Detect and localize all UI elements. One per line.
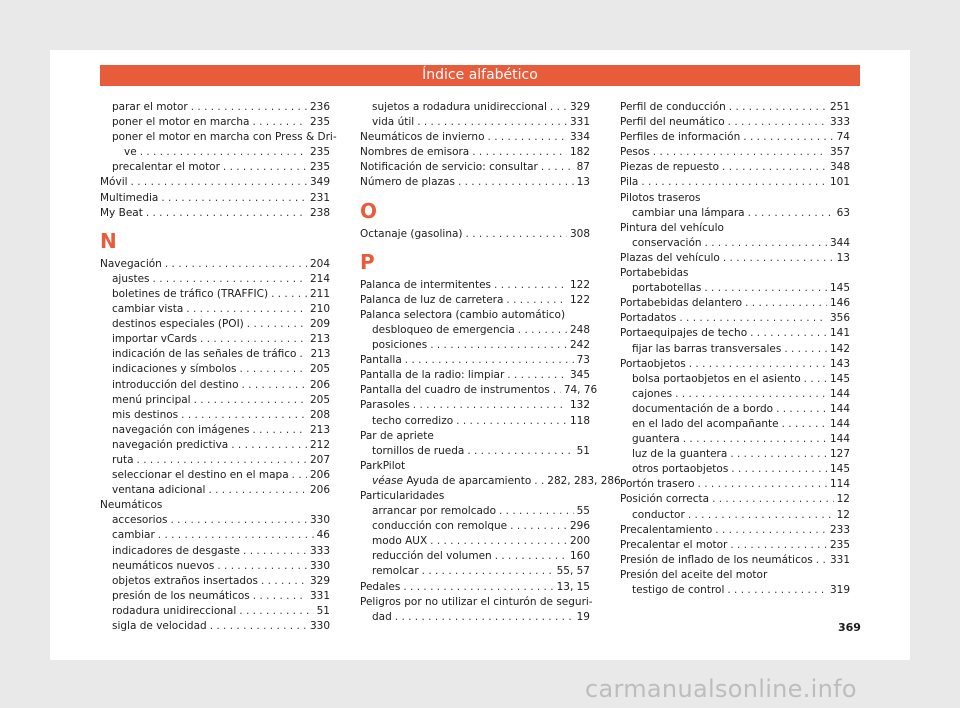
entry-label: Portabebidas delantero <box>620 297 743 310</box>
entry-page: 308 <box>569 227 590 240</box>
entry-label: menú principal <box>112 393 191 406</box>
entry-label: conducción con remolque <box>372 520 508 533</box>
entry-label: Piezas de repuesto <box>620 161 720 174</box>
entry-page: 331 <box>569 116 590 129</box>
entry-page: 13 <box>576 176 590 189</box>
entry-label: testigo de control <box>632 584 725 596</box>
entry-label: Portaobjetos <box>620 357 686 370</box>
index-entry <box>360 293 590 308</box>
index-entry <box>100 589 330 604</box>
index-entry <box>620 462 850 477</box>
index-entry <box>620 402 850 417</box>
entry-label: Multimedia <box>100 191 159 204</box>
entry-page: 145 <box>829 282 850 295</box>
index-entry <box>360 115 590 130</box>
entry-label: arrancar por remolcado <box>372 505 496 518</box>
entry-label: Palanca de intermitentes <box>360 278 492 291</box>
entry-page: 73 <box>576 354 590 367</box>
index-entry <box>100 423 330 438</box>
index-column-3 <box>620 100 850 598</box>
entry-label: cambiar <box>112 529 155 542</box>
entry-page: 210 <box>309 303 330 316</box>
entry-page: 213 <box>310 348 331 361</box>
index-entry <box>100 257 330 272</box>
entry-page: 19 <box>576 610 590 623</box>
index-entry <box>100 544 330 559</box>
index-entry <box>620 583 850 598</box>
index-entry <box>620 357 850 372</box>
entry-page: 122 <box>569 293 590 306</box>
entry-label: ruta <box>112 453 134 466</box>
index-entry <box>100 160 330 175</box>
entry-page: 13 <box>836 251 850 264</box>
entry-label: luz de la guantera <box>632 448 728 461</box>
entry-label: introducción del destino <box>112 378 239 391</box>
index-entry <box>100 332 330 347</box>
index-column-2 <box>360 100 621 625</box>
entry-label: Perfil de conducción <box>620 101 726 113</box>
index-entry <box>100 408 330 423</box>
entry-label: indicadores de desgaste <box>112 544 241 557</box>
entry-page: 238 <box>309 206 330 219</box>
entry-label: Octanaje (gasolina) <box>360 227 463 240</box>
entry-page: 212 <box>309 438 330 451</box>
entry-page: 145 <box>829 372 850 385</box>
entry-label: Número de plazas <box>360 176 455 189</box>
entry-label: presión de los neumáticos <box>112 589 250 602</box>
entry-label: Perfiles de información <box>620 131 741 144</box>
entry-page: 55, 57 <box>556 565 590 578</box>
index-entry <box>360 100 590 115</box>
index-entry <box>620 130 850 145</box>
entry-label: Parasoles <box>360 399 410 412</box>
entry-label: navegación predictiva <box>112 438 229 451</box>
entry-label: cambiar vista <box>112 303 184 316</box>
entry-label: Peligros por no utilizar el cinturón de seguri- <box>360 595 593 608</box>
entry-label: Pila <box>620 176 639 189</box>
index-entry <box>100 145 330 160</box>
entry-page: 12 <box>836 493 850 506</box>
index-entry <box>360 519 590 534</box>
index-entry <box>360 414 590 429</box>
entry-page: 143 <box>829 357 850 370</box>
index-entry <box>620 387 850 402</box>
entry-label: ventana adicional <box>112 484 206 497</box>
index-entry <box>100 513 330 528</box>
entry-page: 146 <box>829 297 850 310</box>
entry-page: 114 <box>829 478 850 491</box>
entry-page: 127 <box>829 448 850 461</box>
entry-label: sujetos a rodadura unidireccional <box>372 101 547 113</box>
entry-label: Perfil del neumático <box>620 116 725 129</box>
entry-page: 213 <box>309 333 330 346</box>
entry-label: cambiar una lámpara <box>632 206 745 219</box>
entry-label: Notificación de servicio: consultar <box>360 161 538 174</box>
index-entry <box>620 281 850 296</box>
index-entry <box>620 538 850 553</box>
index-entry <box>100 100 330 115</box>
index-entry <box>360 278 590 293</box>
entry-label: en el lado del acompañante <box>632 417 779 430</box>
index-entry <box>620 492 850 507</box>
entry-page: 334 <box>569 131 590 144</box>
entry-page: 142 <box>829 342 850 355</box>
index-entry <box>620 100 850 115</box>
entry-page: 235 <box>309 146 330 159</box>
entry-label: poner el motor en marcha con Press & Dri- <box>112 131 337 144</box>
section-letter: N <box>100 228 117 253</box>
entry-page: 329 <box>309 574 330 587</box>
entry-label: accesorios <box>112 514 168 527</box>
index-entry <box>620 372 850 387</box>
index-entry <box>620 115 850 130</box>
index-entry <box>100 453 330 468</box>
entry-label: vida útil <box>372 116 415 129</box>
entry-page: 208 <box>309 408 330 421</box>
entry-label: documentación de a bordo <box>632 402 774 415</box>
entry-label: otros portaobjetos <box>632 463 729 476</box>
entry-label: boletines de tráfico (TRAFFIC) <box>112 287 269 300</box>
index-entry <box>360 368 590 383</box>
index-entry <box>620 477 850 492</box>
entry-heading: Portabebidas <box>620 267 689 280</box>
entry-page: 329 <box>569 101 590 113</box>
entry-page: 144 <box>829 417 850 430</box>
index-entry <box>620 417 850 432</box>
entry-label: Precalentar el motor <box>620 538 728 551</box>
index-entry <box>360 580 590 595</box>
entry-page: 345 <box>569 369 590 382</box>
entry-page: 319 <box>829 584 850 596</box>
entry-page: 211 <box>309 287 330 300</box>
entry-label: Pantalla <box>360 354 402 367</box>
index-entry <box>100 362 330 377</box>
index-entry <box>360 338 590 353</box>
index-entry <box>360 160 590 175</box>
index-entry <box>100 619 330 634</box>
entry-label: guantera <box>632 433 680 446</box>
entry-page: 46 <box>316 529 330 542</box>
entry-page: 51 <box>576 444 590 457</box>
entry-label: destinos especiales (POI) <box>112 318 244 331</box>
entry-heading: Pilotos traseros <box>620 191 701 204</box>
section-letter: P <box>360 249 375 274</box>
entry-label: bolsa portaobjetos en el asiento <box>632 372 801 385</box>
entry-page: 122 <box>569 278 590 291</box>
entry-label: neumáticos nuevos <box>112 559 215 572</box>
index-column-1 <box>100 100 337 634</box>
index-entry <box>360 227 590 242</box>
index-entry <box>100 302 330 317</box>
entry-heading: ParkPilot <box>360 459 406 472</box>
entry-page: 182 <box>569 146 590 159</box>
index-entry <box>620 160 850 175</box>
entry-page: 330 <box>309 559 330 572</box>
entry-page: 209 <box>309 318 330 331</box>
index-entry <box>620 326 850 341</box>
entry-page: 63 <box>836 206 850 219</box>
entry-label: Presión de inflado de los neumáticos <box>620 553 813 566</box>
index-entry <box>620 236 850 251</box>
index-entry <box>100 438 330 453</box>
entry-label: poner el motor en marcha <box>112 116 250 129</box>
entry-page: 141 <box>829 327 850 340</box>
entry-page: 357 <box>829 146 850 159</box>
entry-label: tornillos de rueda <box>372 444 465 457</box>
entry-label: navegación con imágenes <box>112 423 250 436</box>
entry-label: portabotellas <box>632 282 702 295</box>
index-entry <box>620 175 850 190</box>
index-entry <box>360 398 590 413</box>
entry-page: 206 <box>309 378 330 391</box>
index-entry <box>620 432 850 447</box>
entry-page: 200 <box>569 535 590 548</box>
entry-label: Pedales <box>360 580 401 593</box>
index-entry <box>620 342 850 357</box>
index-entry <box>620 296 850 311</box>
entry-page: 205 <box>309 363 330 376</box>
entry-label: Precalentamiento <box>620 523 713 536</box>
entry-page: 235 <box>309 161 330 174</box>
entry-label: seleccionar el destino en el mapa <box>112 469 289 482</box>
index-entry <box>100 191 330 206</box>
entry-label: posiciones <box>372 339 428 352</box>
entry-page: 144 <box>829 387 850 400</box>
entry-page: 235 <box>309 116 330 129</box>
index-entry <box>100 115 330 130</box>
index-entry <box>100 604 330 619</box>
entry-label: conservación <box>632 236 702 249</box>
index-entry-see-also <box>360 474 621 489</box>
entry-page: 213 <box>309 423 330 436</box>
index-entry <box>100 483 330 498</box>
entry-page: 206 <box>309 469 330 482</box>
entry-label: mis destinos <box>112 408 179 421</box>
entry-label: Posición correcta <box>620 493 710 506</box>
entry-page: 145 <box>829 463 850 476</box>
entry-label: Portaequipajes de techo <box>620 327 748 340</box>
entry-label: desbloqueo de emergencia <box>372 323 515 336</box>
index-entry <box>100 528 330 543</box>
index-entry <box>620 311 850 326</box>
entry-page: 206 <box>309 484 330 497</box>
section-letter: O <box>360 198 378 223</box>
index-entry <box>100 206 330 221</box>
see-also-marker: véase <box>372 474 404 487</box>
entry-page: 296 <box>569 520 590 533</box>
entry-page: 55 <box>576 505 590 518</box>
entry-label: Plazas del vehículo <box>620 251 720 264</box>
index-entry <box>620 447 850 462</box>
entry-page: 348 <box>829 161 850 174</box>
entry-label: Móvil <box>100 176 128 189</box>
index-entry <box>100 272 330 287</box>
entry-label: indicación de las señales de tráfico <box>112 348 297 361</box>
entry-label: rodadura unidireccional <box>112 604 237 617</box>
entry-label: Nombres de emisora <box>360 146 470 159</box>
section-header: Índice alfabético <box>100 65 860 86</box>
entry-page: 207 <box>309 453 330 466</box>
entry-label: objetos extraños insertados <box>112 574 258 587</box>
index-entry <box>360 353 590 368</box>
index-entry <box>360 130 590 145</box>
entry-heading: Particularidades <box>360 489 445 502</box>
entry-page: 282, 283, 286 <box>547 474 621 487</box>
index-entry <box>360 610 590 625</box>
index-entry <box>360 444 590 459</box>
entry-heading: Neumáticos <box>100 499 163 512</box>
entry-page: 333 <box>829 116 850 129</box>
index-entry <box>360 534 590 549</box>
entry-page: 51 <box>316 604 330 617</box>
index-entry <box>100 347 330 362</box>
index-entry <box>100 317 330 332</box>
entry-label: fijar las barras transversales <box>632 342 782 355</box>
entry-label: conductor <box>632 508 685 521</box>
entry-heading: Par de apriete <box>360 429 434 442</box>
entry-label: cajones <box>632 387 673 400</box>
entry-label: Pantalla de la radio: limpiar <box>360 369 505 382</box>
entry-page: 248 <box>569 323 590 336</box>
index-entry <box>620 508 850 523</box>
entry-page: 74, 76 <box>563 384 598 397</box>
entry-page: 118 <box>569 414 590 427</box>
watermark: carmanualsonline.info <box>585 675 857 703</box>
entry-label: Pesos <box>620 146 650 159</box>
index-entry <box>620 206 850 221</box>
index-entry <box>360 175 590 190</box>
entry-page: 132 <box>569 399 590 412</box>
entry-label: ajustes <box>112 272 150 285</box>
entry-label: parar el motor <box>112 101 188 113</box>
index-entry <box>100 559 330 574</box>
entry-page: 214 <box>309 272 330 285</box>
entry-label: remolcar <box>372 565 419 578</box>
entry-label: Palanca de luz de carretera <box>360 293 504 306</box>
entry-page: 333 <box>309 544 330 557</box>
entry-page: 236 <box>309 101 330 113</box>
entry-label: sigla de velocidad <box>112 620 207 632</box>
entry-label: Portadatos <box>620 312 677 325</box>
entry-page: 144 <box>829 402 850 415</box>
index-entry <box>620 523 850 538</box>
page-number: 369 <box>838 621 861 634</box>
entry-label: techo corredizo <box>372 414 454 427</box>
index-entry <box>360 504 590 519</box>
entry-label: reducción del volumen <box>372 550 492 563</box>
index-entry <box>620 251 850 266</box>
entry-page: 13, 15 <box>556 580 590 593</box>
index-entry <box>100 378 330 393</box>
entry-page: 204 <box>309 257 330 270</box>
entry-page: 344 <box>829 236 850 249</box>
entry-label: Ayuda de aparcamiento <box>406 474 532 487</box>
index-entry <box>100 468 330 483</box>
index-entry <box>360 564 590 579</box>
entry-page: 251 <box>829 101 850 113</box>
entry-page: 242 <box>569 339 590 352</box>
entry-label: importar vCards <box>112 333 198 346</box>
entry-page: 330 <box>309 620 330 632</box>
index-entry <box>100 287 330 302</box>
entry-label: precalentar el motor <box>112 161 220 174</box>
entry-heading: Palanca selectora (cambio automático) <box>360 308 566 321</box>
entry-label: Navegación <box>100 257 162 270</box>
index-entry <box>360 383 598 398</box>
entry-label: indicaciones y símbolos <box>112 363 237 376</box>
entry-label: Portón trasero <box>620 478 695 491</box>
entry-page: 235 <box>829 538 850 551</box>
index-entry <box>360 549 590 564</box>
entry-page: 144 <box>829 433 850 446</box>
entry-page: 231 <box>309 191 330 204</box>
index-entry <box>100 393 330 408</box>
entry-label: modo AUX <box>372 535 428 548</box>
entry-heading: Presión del aceite del motor <box>620 568 768 581</box>
entry-label: Neumáticos de invierno <box>360 131 485 144</box>
entry-page: 356 <box>829 312 850 325</box>
entry-page: 349 <box>309 176 330 189</box>
entry-heading: Pintura del vehículo <box>620 221 724 234</box>
index-entry <box>620 145 850 160</box>
entry-page: 331 <box>309 589 330 602</box>
entry-label: ve <box>124 146 137 159</box>
index-entry <box>360 323 590 338</box>
index-entry <box>100 574 330 589</box>
entry-label: Pantalla del cuadro de instrumentos <box>360 384 550 397</box>
entry-page: 12 <box>836 508 850 521</box>
index-entry <box>360 145 590 160</box>
entry-page: 331 <box>829 553 850 566</box>
index-entry <box>620 553 850 568</box>
index-entry <box>100 175 330 190</box>
entry-label: My Beat <box>100 206 143 219</box>
entry-page: 233 <box>829 523 850 536</box>
entry-page: 160 <box>569 550 590 563</box>
entry-page: 205 <box>309 393 330 406</box>
entry-page: 101 <box>829 176 850 189</box>
entry-label: dad <box>372 610 392 623</box>
entry-page: 330 <box>309 514 330 527</box>
entry-page: 74 <box>836 131 850 144</box>
entry-page: 87 <box>576 161 590 174</box>
